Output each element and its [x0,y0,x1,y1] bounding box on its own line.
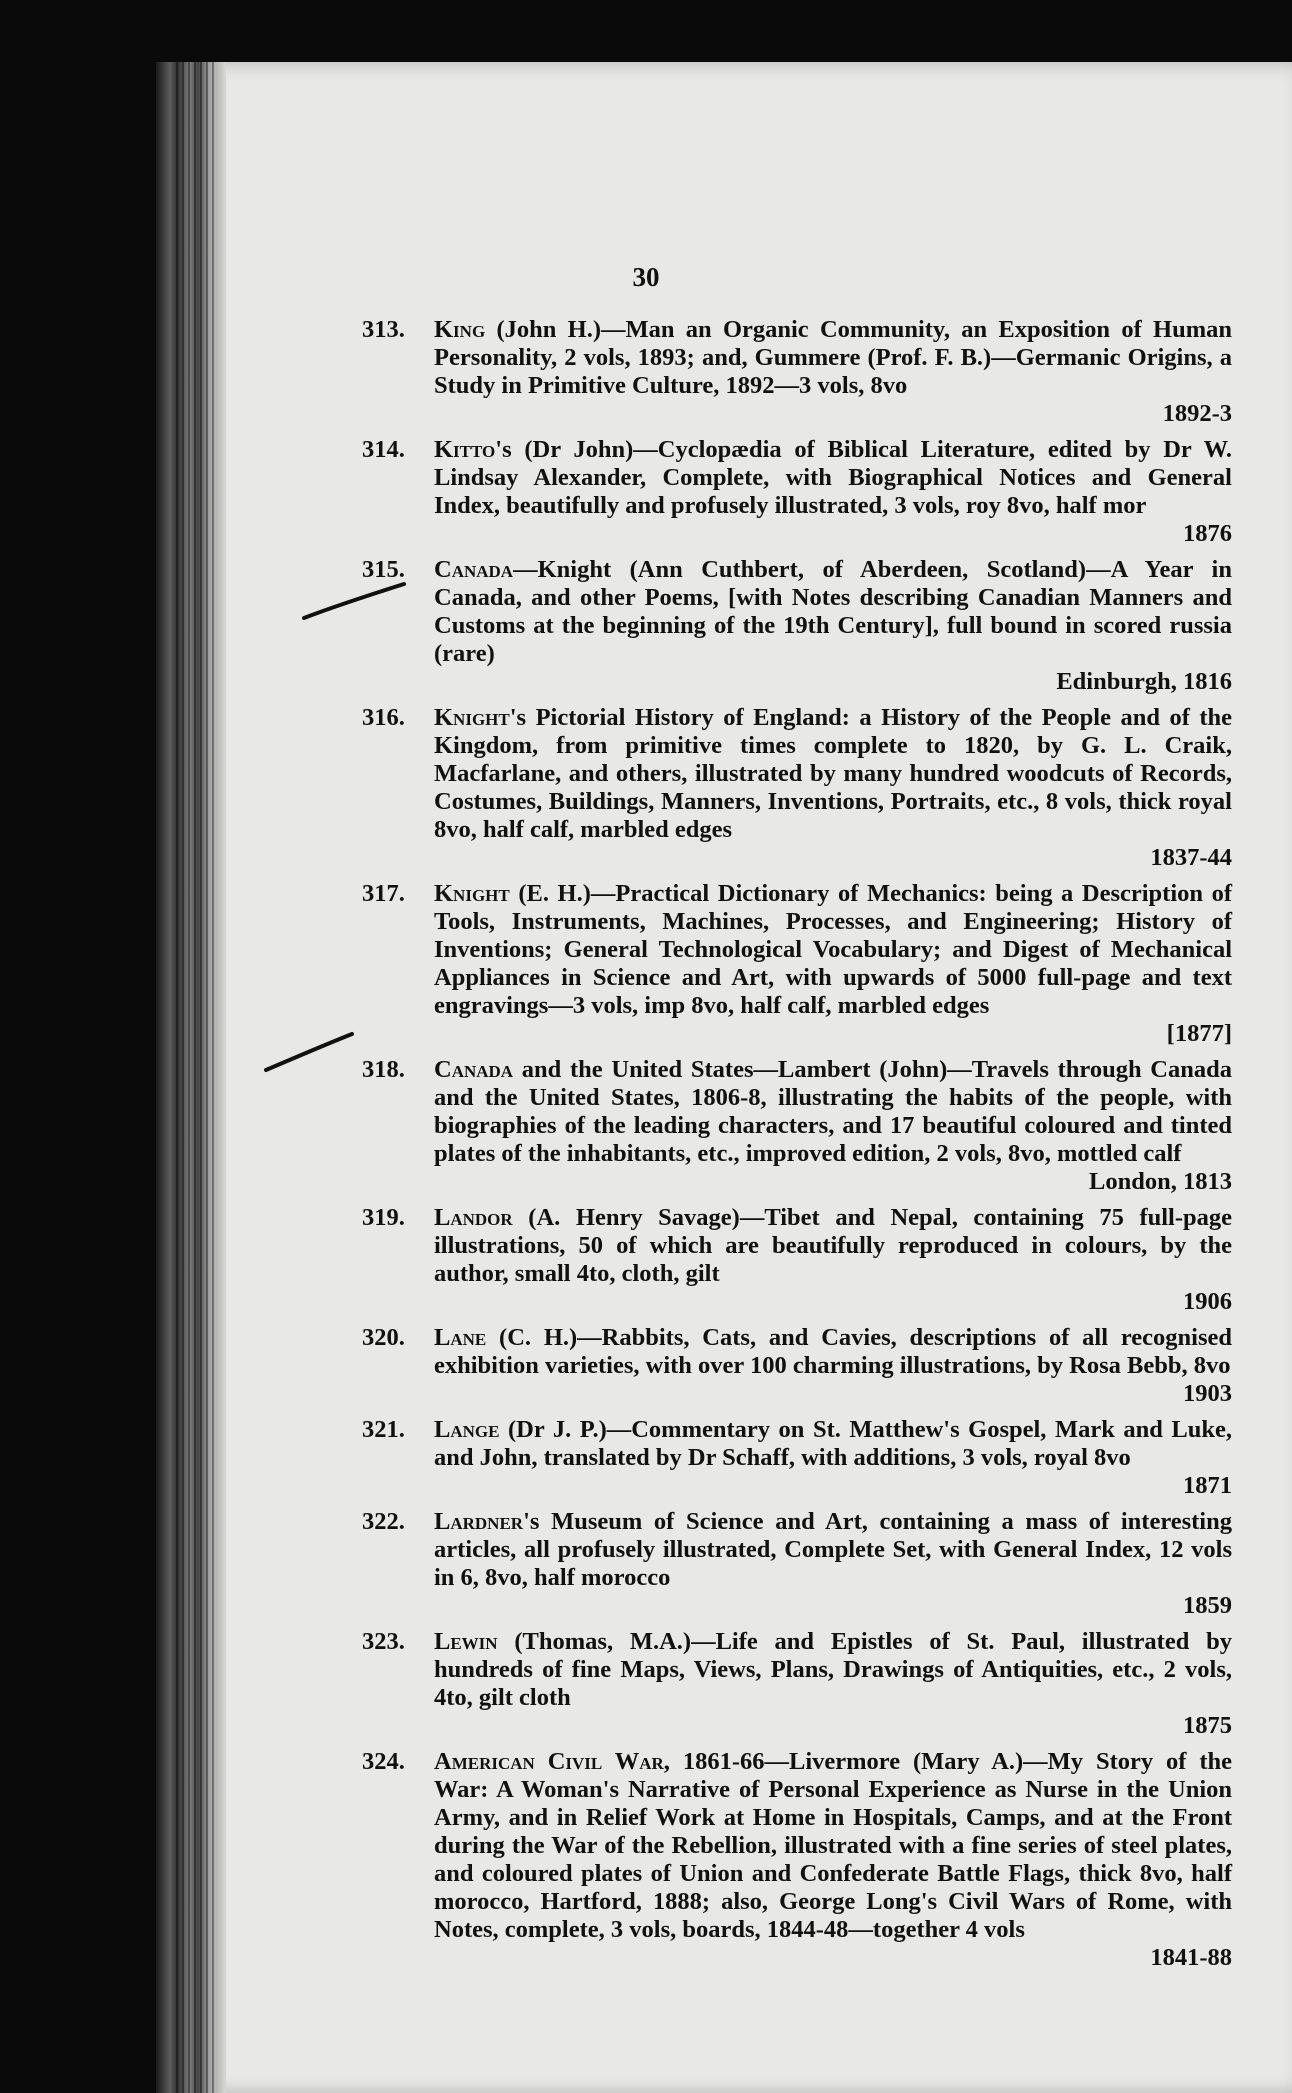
catalogue-entry [362,1204,1232,1316]
page-edges [176,62,216,2093]
entry-date: 1841-88 [1150,1944,1232,1971]
entry-imprint [434,1168,1232,1196]
entry-body [434,436,1232,520]
entry-author: Kitto [434,436,496,463]
entry-date: [1877] [1166,1020,1232,1047]
entry-author: Lewin [434,1628,498,1655]
entry-author: Lardner [434,1508,524,1535]
entry-text: (Dr J. P.)—Commentary on St. Matthew's Gospel, Mark and Luke, and John, translated by Dr Schaff, with additions, 3 vols, royal 8vo [434,1416,1232,1471]
entry-number: 323. [362,1628,405,1655]
entry-number: 313. [362,316,405,343]
catalogue-entry [362,436,1232,548]
entry-author: Knight [434,880,510,907]
entry-text: (E. H.)—Practical Dictionary of Mechanics: being a Description of Tools, Instruments, Machines, Processes, and Engineering; History of Inventions; General Technological Vocabulary; and Digest of Mechanical Appliances in Science and Art, with upwards of 5000 full-page and text engravings—3 vols, imp 8vo, half calf, marbled edges [434,880,1232,1019]
entry-text: 's Pictorial History of England: a History of the People and of the Kingdom, from primitive times complete to 1820, by G. L. Craik, Macfarlane, and others, illustrated by many hundred woodcuts of Records, Costumes, Buildings, Manners, Inventions, Portraits, etc., 8 vols, thick royal 8vo, half calf, marbled edges [434,704,1232,843]
entry-author: Landor [434,1204,513,1231]
entry-number: 324. [362,1748,405,1775]
entry-text: 's Museum of Science and Art, containing a mass of interesting articles, all profusely illustrated, Complete Set, with General Index, 12 vols in 6, 8vo, half morocco [434,1508,1232,1591]
entry-date: 1813 [1183,1168,1232,1195]
catalogue-entry [362,1628,1232,1740]
catalogue-entry [362,1748,1232,1972]
entry-date: 1816 [1183,668,1232,695]
entry-author: Lane [434,1324,487,1351]
entry-date: 1875 [1183,1712,1232,1739]
entry-date: 1837-44 [1150,844,1232,871]
entry-body [434,704,1232,844]
entry-body [434,1204,1232,1288]
entry-body [434,1324,1232,1380]
entry-number: 316. [362,704,405,731]
catalogue-entry [362,880,1232,1048]
catalogue-entry [362,1056,1232,1196]
entry-place: London, [1089,1168,1177,1195]
pen-mark [262,1028,372,1078]
entry-body [434,1416,1232,1472]
entry-author: Canada [434,1056,514,1083]
entry-author: Canada [434,556,514,583]
entry-text: 's (Dr John)—Cyclopædia of Biblical Literature, edited by Dr W. Lindsay Alexander, Complete, with Biographical Notices and General Index, beautifully and profusely illustrated, 3 vols, roy 8vo, half mor [434,436,1232,519]
catalogue-entry [362,316,1232,428]
entry-body [434,1508,1232,1592]
entry-text: (John H.)—Man an Organic Community, an Exposition of Human Personality, 2 vols, 1893; and, Gummere (Prof. F. B.)—Germanic Origins, a Study in Primitive Culture, 1892—3 vols, 8vo [434,316,1232,399]
entry-date: 1871 [1183,1472,1232,1499]
entry-body [434,1628,1232,1712]
entry-number: 321. [362,1416,405,1443]
entry-number: 322. [362,1508,405,1535]
entry-number: 318. [362,1056,405,1083]
catalogue-entry [362,1508,1232,1620]
entry-number: 314. [362,436,405,463]
entry-place: Edinburgh, [1056,668,1177,695]
catalogue-entry [362,704,1232,872]
entry-number: 315. [362,556,405,583]
entry-number: 317. [362,880,405,907]
entry-number: 320. [362,1324,405,1351]
entry-imprint [434,668,1232,696]
entry-text: (Thomas, M.A.)—Life and Epistles of St. Paul, illustrated by hundreds of fine Maps, Views, Plans, Drawings of Antiquities, etc., 2 vols, 4to, gilt cloth [434,1628,1232,1711]
entry-author: King [434,316,486,343]
pen-mark [300,580,420,630]
catalogue-entries [362,316,1232,1980]
catalogue-entry [362,556,1232,696]
entry-body [434,556,1232,668]
entry-body [434,316,1232,400]
entry-date: 1906 [1183,1288,1232,1315]
entry-date: 1876 [1183,520,1232,547]
entry-text: (A. Henry Savage)—Tibet and Nepal, containing 75 full-page illustrations, 50 of which are beautifully reproduced in colours, by the author, small 4to, cloth, gilt [434,1204,1232,1287]
entry-date: 1903 [1183,1380,1232,1407]
catalogue-entry [362,1416,1232,1500]
entry-text: (C. H.)—Rabbits, Cats, and Cavies, descriptions of all recognised exhibition varieties, with over 100 charming illustrations, by Rosa Bebb, 8vo [434,1324,1232,1379]
entry-author: Knight [434,704,510,731]
entry-date: 1892-3 [1162,400,1232,427]
entry-author: Lange [434,1416,500,1443]
entry-date: 1859 [1183,1592,1232,1619]
entry-text: —Knight (Ann Cuthbert, of Aberdeen, Scotland)—A Year in Canada, and other Poems, [with Notes describing Canadian Manners and Customs at the beginning of the 19th Century], full bound in scored russia (rare) [434,556,1232,667]
entry-author: American Civil War [434,1748,664,1775]
page-number: 30 [632,262,660,292]
catalogue-entry [362,1324,1232,1408]
entry-body [434,880,1232,1020]
entry-text: , 1861-66—Livermore (Mary A.)—My Story of the War: A Woman's Narrative of Personal Experience as Nurse in the Union Army, and in Relief Work at Home in Hospitals, Camps, and at the Front during the War of the Rebellion, illustrated with a fine series of steel plates, and coloured plates of Union and Confederate Battle Flags, thick 8vo, half morocco, Hartford, 1888; also, George Long's Civil Wars of Rome, with Notes, complete, 3 vols, boards, 1844-48—together 4 vols [434,1748,1233,1943]
entry-number: 319. [362,1204,405,1231]
entry-text: and the United States—Lambert (John)—Travels through Canada and the United States, 1806-8, illustrating the habits of the people, with biographies of the leading characters, and 17 beautiful coloured and tinted plates of the inhabitants, etc., improved edition, 2 vols, 8vo, mottled calf [434,1056,1232,1167]
entry-body [434,1056,1232,1168]
entry-body [434,1748,1232,1944]
